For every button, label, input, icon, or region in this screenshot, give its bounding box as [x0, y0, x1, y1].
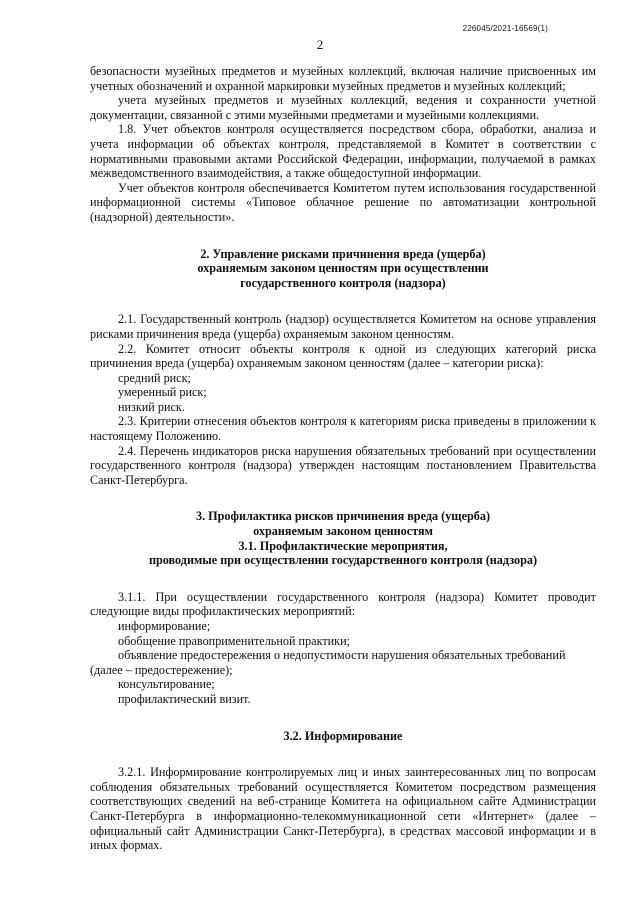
paragraph: безопасности музейных предметов и музейных коллекций, включая наличие присвоенных им учетных обозначений и охранной маркировки музейных предметов и музейных коллекций; [90, 64, 596, 93]
subsection-heading: 3.2. Информирование [283, 728, 403, 743]
paragraph: 2.2. Комитет относит объекты контроля к одной из следующих категорий риска причинения вреда (ущерба) охраняемым законом ценностям (далее – категории риска): [90, 341, 596, 371]
list-item: низкий риск. [118, 399, 185, 414]
paragraph: 2.1. Государственный контроль (надзор) осуществляется Комитетом на основе управления рисками причинения вреда (ущерба) охраняемым законом ценностям. [90, 312, 596, 341]
page-number: 2 [316, 37, 324, 52]
list-item-continuation: (далее – предостережение); [90, 662, 233, 677]
paragraph: 2.4. Перечень индикаторов риска нарушения обязательных требований при осуществлении государственного контроля (надзора) утвержден настоящим постановлением Правительства Санкт-Петербурга. [90, 443, 596, 487]
subsection-heading: 3.1. Профилактические мероприятия, [238, 538, 448, 553]
list-item: обобщение правоприменительной практики; [118, 633, 351, 648]
list-item: профилактический визит. [118, 691, 251, 706]
subsection-heading: проводимые при осуществлении государственного контроля (надзора) [148, 553, 538, 568]
section-heading: охраняемым законом ценностям при осуществлении [197, 261, 489, 276]
list-item: информирование; [118, 619, 211, 633]
document-id: 226045/2021-16569(1) [462, 24, 548, 33]
paragraph: 3.1.1. При осуществлении государственного контроля (надзора) Комитет проводит следующие виды профилактических мероприятий: [90, 589, 596, 619]
paragraph: 1.8. Учет объектов контроля осуществляется посредством сбора, обработки, анализа и учета информации об объектах контроля, представляемой в Комитет в соответствии с нормативными правовыми актами Российской Федерации, информации, получаемой в рамках межведомственного взаимодействия, а также общедоступной информации. [90, 122, 596, 181]
list-item: объявление предостережения о недопустимости нарушения обязательных требований [118, 648, 566, 663]
paragraph: 2.3. Критерии отнесения объектов контроля к категориям риска приведены в приложении к настоящему Положению. [90, 414, 596, 444]
list-item: средний риск; [118, 370, 191, 385]
list-item: консультирование; [118, 677, 215, 692]
section-heading: 2. Управление рисками причинения вреда (ущерба) [200, 246, 486, 261]
paragraph: Учет объектов контроля обеспечивается Комитетом путем использования государственной информационной системы «Типовое облачное решение по автоматизации контрольной (надзорной) деятельности». [90, 180, 596, 224]
paragraph: учета музейных предметов и музейных коллекций, ведения и сохранности учетной документации, связанной с этими музейными предметами и музейными коллекциями. [90, 93, 596, 122]
document-body [90, 64, 596, 853]
section-heading: 3. Профилактика рисков причинения вреда (ущерба) [195, 509, 491, 524]
section-heading: государственного контроля (надзора) [240, 275, 446, 290]
list-item: умеренный риск; [118, 385, 207, 400]
section-heading: охраняемым законом ценностям [253, 524, 433, 539]
paragraph: 3.2.1. Информирование контролируемых лиц и иных заинтересованных лиц по вопросам соблюдения обязательных требований осуществляется Комитетом посредством размещения соответствующих сведений на веб-странице Комитета на официальном сайте Администрации Санкт-Петербурга в информационно-телекоммуникационной сети «Интернет» (далее – официальный сайт Администрации Санкт-Петербурга), в средствах массовой информации и в иных формах. [90, 765, 596, 853]
